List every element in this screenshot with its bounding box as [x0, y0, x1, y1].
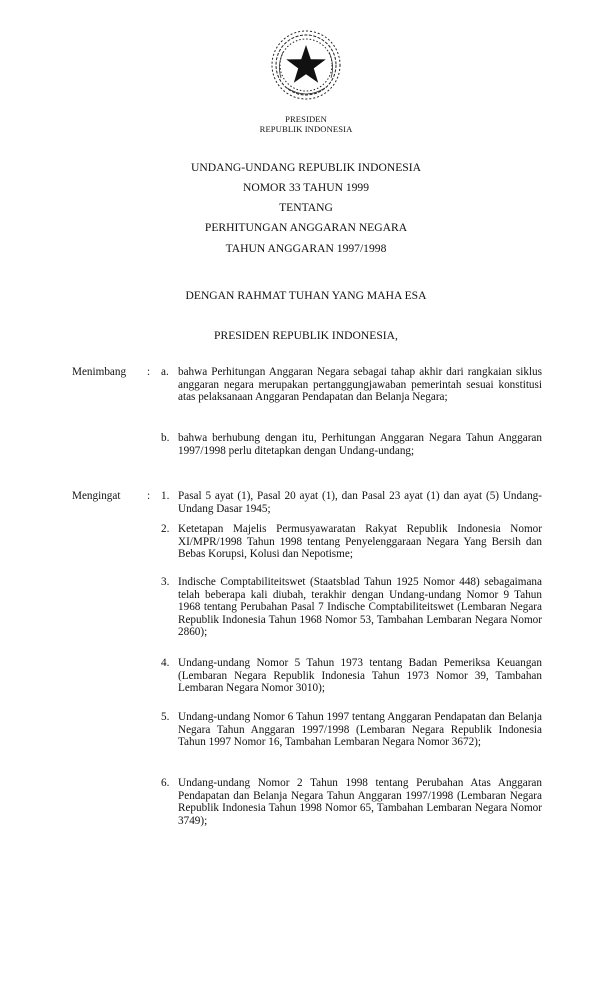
mengingat-label: Mengingat: [72, 490, 121, 502]
document-title-line-3: TENTANG: [279, 201, 333, 214]
garuda-star-wreath-emblem-icon: [269, 28, 343, 102]
item-text: Undang-undang Nomor 5 Tahun 1973 tentang Badan Pemeriksa Keuangan (Lembaran Negara Republik Indonesia Tahun 1973 Nomor 39, Tambahan Lembaran Negara Nomor 3010);: [178, 657, 542, 695]
mengingat-colon: :: [147, 490, 151, 502]
document-title-line-4: PERHITUNGAN ANGGARAN NEGARA: [204, 221, 408, 234]
item-text: Indische Comptabiliteitswet (Staatsblad Tahun 1925 Nomor 448) sebagaimana telah beberapa kali diubah, terakhir dengan Undang-undang Nomor 9 Tahun 1968 tentang Perubahan Pasal 7 Indische Comptabiliteitswet (Lembaran Negara Republik Indonesia Tahun 1968 Nomor 53, Tambahan Lembaran Negara Nomor 2860);: [178, 576, 542, 639]
item-text: Undang-undang Nomor 2 Tahun 1998 tentang Perubahan Atas Anggaran Pendapatan dan Belanja Negara Tahun Anggaran 1997/1998 (Lembaran Negara Republik Indonesia Tahun 1998 Nomor 65, Tambahan Lembaran Negara Nomor 3749);: [178, 777, 542, 827]
item-marker: 4.: [161, 657, 170, 669]
menimbang-label: Menimbang: [72, 366, 127, 378]
menimbang-colon: :: [147, 366, 151, 378]
document-title-line-5: TAHUN ANGGARAN 1997/1998: [225, 242, 387, 255]
item-text: bahwa berhubung dengan itu, Perhitungan Anggaran Negara Tahun Anggaran 1997/1998 perlu ditetapkan dengan Undang-undang;: [178, 432, 542, 457]
header-republik-indonesia: REPUBLIK INDONESIA: [259, 124, 353, 134]
item-marker: 3.: [161, 576, 170, 588]
item-text: Pasal 5 ayat (1), Pasal 20 ayat (1), dan Pasal 23 ayat (1) dan ayat (5) Undang-Undang Dasar 1945;: [178, 490, 542, 515]
document-title-line-1: UNDANG-UNDANG REPUBLIK INDONESIA: [191, 161, 421, 174]
item-marker: a.: [161, 366, 169, 378]
mengingat-section: [72, 490, 542, 850]
item-text: bahwa Perhitungan Anggaran Negara sebagai tahap akhir dari rangkaian siklus anggaran negara merupakan pertanggungjawaban pemerintah sesuai konstitusi atas pelaksanaan Anggaran Pendapatan dan Belanja Negara;: [178, 366, 542, 404]
item-marker: b.: [161, 432, 170, 444]
item-marker: 2.: [161, 523, 170, 535]
item-marker: 1.: [161, 490, 170, 502]
item-text: Undang-undang Nomor 6 Tahun 1997 tentang Anggaran Pendapatan dan Belanja Negara Tahun Anggaran 1997/1998 (Lembaran Negara Republik Indonesia Tahun 1997 Nomor 16, Tambahan Lembaran Negara Nomor 3672);: [178, 711, 542, 749]
item-text: Ketetapan Majelis Permusyawaratan Rakyat Republik Indonesia Nomor XI/MPR/1998 Tahun 1998 tentang Penyelenggaraan Negara Yang Bersih dan Bebas Korupsi, Kolusi dan Nepotisme;: [178, 523, 542, 561]
document-title-line-2: NOMOR 33 TAHUN 1999: [242, 181, 370, 194]
item-marker: 5.: [161, 711, 170, 723]
invocation: DENGAN RAHMAT TUHAN YANG MAHA ESA: [185, 289, 427, 302]
item-marker: 6.: [161, 777, 170, 789]
enactor: PRESIDEN REPUBLIK INDONESIA,: [214, 329, 398, 342]
menimbang-section: [72, 366, 542, 466]
header-presiden: PRESIDEN: [285, 114, 327, 124]
